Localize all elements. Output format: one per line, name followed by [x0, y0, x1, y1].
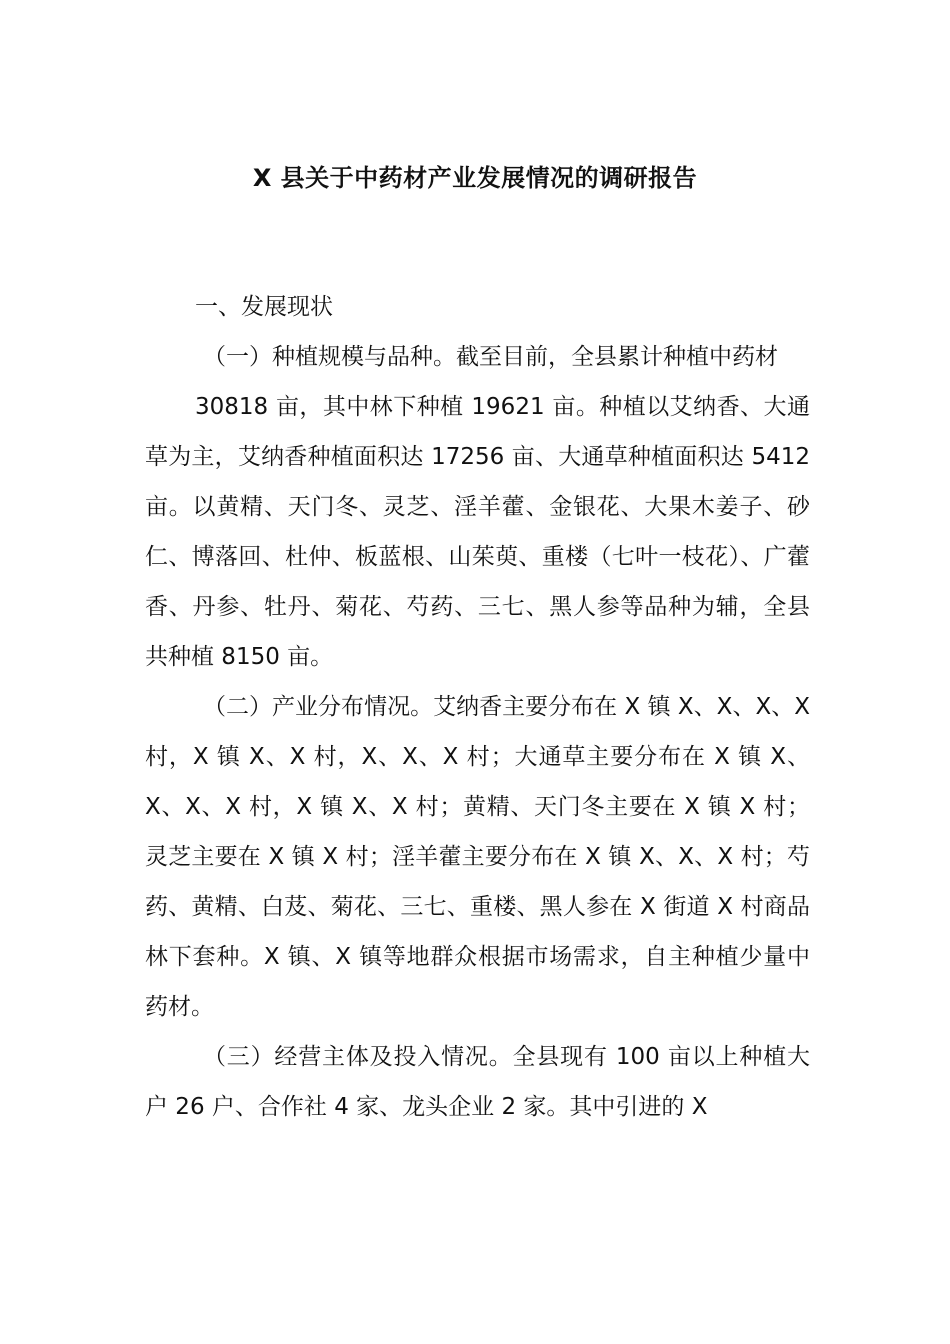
paragraph-planting-scale: （一）种植规模与品种。截至目前，全县累计种植中药材: [203, 344, 778, 370]
paragraph-business-entities: （三）经营主体及投入情况。全县现有 100 亩以上种植大户 26 户、合作社 4 家、龙头企业 2 家。其中引进的 X: [145, 1044, 810, 1120]
paragraph-planting-varieties: 30818 亩，其中林下种植 19621 亩。种植以艾纳香、大通草为主，艾纳香种植面积达 17256 亩、大通草种植面积达 5412 亩。以黄精、天门冬、灵芝、淫羊藿、金银花、大果木姜子、砂仁、博落回、杜仲、板蓝根、山茱萸、重楼（七叶一枝花）、广藿香、丹参、牡丹、菊花、芍药、三七、黑人参等品种为辅，全县共种植 8150 亩。: [145, 394, 810, 670]
document-body: [145, 282, 810, 1132]
document-title: X 县关于中药材产业发展情况的调研报告: [252, 164, 698, 192]
paragraph-industry-distribution: （二）产业分布情况。艾纳香主要分布在 X 镇 X、X、X、X 村，X 镇 X、X 村，X、X、X 村；大通草主要分布在 X 镇 X、X、X、X 村，X 镇 X、X 村；黄精、天门冬主要在 X 镇 X 村；灵芝主要在 X 镇 X 村；淫羊藿主要分布在 X 镇 X、X、X 村；芍药、黄精、白芨、菊花、三七、重楼、黑人参在 X 街道 X 村商品林下套种。X 镇、X 镇等地群众根据市场需求，自主种植少量中药材。: [145, 694, 810, 1020]
section-heading: 一、发展现状: [195, 294, 333, 320]
